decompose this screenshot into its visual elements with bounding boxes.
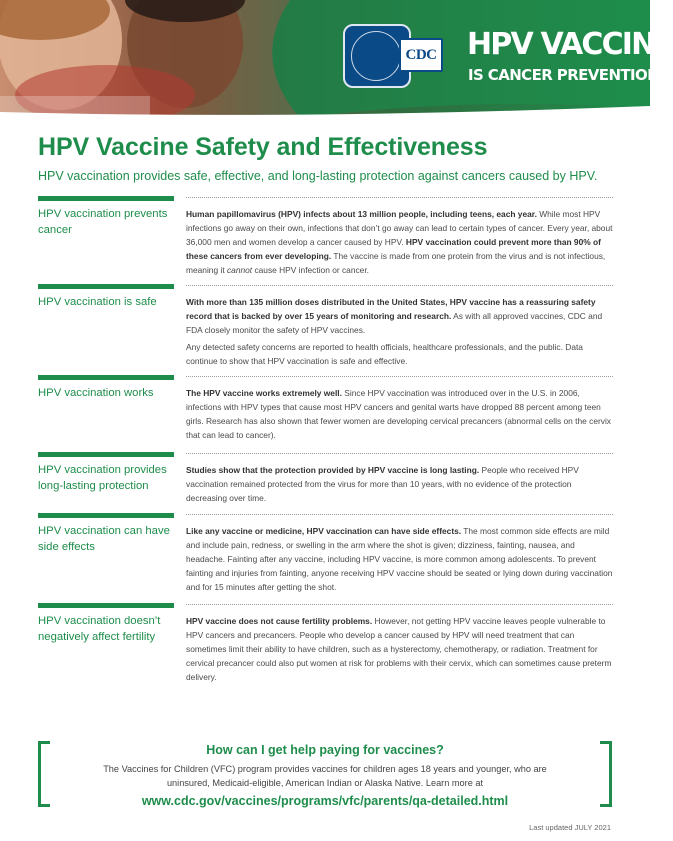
bold-text: Studies show that the protection provided by HPV vaccine is long lasting. bbox=[186, 465, 480, 475]
section-bar bbox=[38, 452, 174, 457]
page-title: HPV Vaccine Safety and Effectiveness bbox=[38, 133, 488, 161]
body-text: The most common side effects are mild and include pain, redness, or swelling in the arm where the shot is given; dizziness, fainting, nausea, and headache. Fainting after any vaccine, including HPV vaccine, is more common among adolescents. To prevent fainting and injuries from fainting, anyone receiving HPV vaccine should be seated or lying down during vaccination and for 15 minutes after getting the shot. bbox=[186, 526, 613, 592]
section-label: HPV vaccination provides long-lasting protection bbox=[38, 464, 167, 492]
body-text: However, not getting HPV vaccine leaves people vulnerable to HPV cancers and precancers. People who develop a cancer caused by HPV will need treatment that can sometimes limit their ability to have children, such as a hysterectomy, chemotherapy, or radiation. Treatment for cervical precancer could also put women at risk for problems with their cervix, which can sometimes cause preterm delivery. bbox=[186, 616, 612, 682]
section-bar bbox=[38, 603, 174, 608]
body-text: While most HPV infections go away on their own, infections that don’t go away can lead to certain types of cancer. Every year, about 36,000 men and women develop a cancer caused by HPV. bbox=[186, 209, 613, 247]
section-label-wrap bbox=[38, 513, 174, 555]
dotted-divider bbox=[186, 514, 613, 516]
section-body-wrap bbox=[186, 603, 613, 687]
section-paragraph bbox=[186, 295, 613, 337]
dotted-divider bbox=[186, 453, 613, 455]
section-label-wrap bbox=[38, 375, 174, 402]
dotted-divider bbox=[186, 604, 613, 606]
section-paragraph bbox=[186, 463, 613, 505]
body-text: cause HPV infection or cancer. bbox=[252, 265, 369, 275]
section-label: HPV vaccination doesn’t negatively affect fertility bbox=[38, 615, 161, 643]
help-text: The Vaccines for Children (VFC) program provides vaccines for children ages 18 years and younger, who are uninsured, Medicaid-eligible, American Indian or Alaska Native. Learn more at bbox=[103, 764, 547, 788]
dotted-divider bbox=[186, 197, 613, 199]
body-text: People who received HPV vaccination remained protected from the virus for more than 10 years, with no evidence of the protection decreasing over time. bbox=[186, 465, 579, 503]
section-body bbox=[186, 463, 613, 505]
section-body-wrap bbox=[186, 284, 613, 371]
banner-subtitle: IS CANCER PREVENTION bbox=[468, 66, 660, 84]
bold-text: Like any vaccine or medicine, HPV vaccination can have side effects. bbox=[186, 526, 462, 536]
vfc-link[interactable]: www.cdc.gov/vaccines/programs/vfc/parents/qa-detailed.html bbox=[141, 794, 509, 808]
section-bar bbox=[38, 196, 174, 201]
section-bar bbox=[38, 513, 174, 518]
bold-text: Human papillomavirus (HPV) infects about 13 million people, including teens, each year. bbox=[186, 209, 537, 219]
section-body-wrap bbox=[186, 375, 613, 445]
section-body bbox=[186, 386, 613, 442]
body-text: Any detected safety concerns are reported to health officials, healthcare professionals, and the public. Data continue to show that HPV vaccination is safe and effective. bbox=[186, 342, 583, 366]
banner-photo bbox=[0, 0, 650, 128]
section-bar bbox=[38, 284, 174, 289]
section-label: HPV vaccination works bbox=[38, 387, 154, 399]
section-paragraph bbox=[186, 524, 613, 594]
section-body bbox=[186, 614, 613, 684]
bold-text: HPV vaccine does not cause fertility problems. bbox=[186, 616, 373, 626]
section-label: HPV vaccination can have side effects bbox=[38, 525, 170, 553]
section-body bbox=[186, 207, 613, 277]
section-label: HPV vaccination prevents cancer bbox=[38, 208, 168, 236]
body-text: The vaccine is made from one protein from the virus and is not infectious, meaning it bbox=[186, 251, 606, 275]
bold-text: HPV vaccination could prevent more than 90% of these cancers from ever developing. bbox=[186, 237, 601, 261]
section-body bbox=[186, 524, 613, 594]
page-subtitle: HPV vaccination provides safe, effective, and long-lasting protection against cancers caused by HPV. bbox=[38, 169, 598, 183]
section-label-wrap bbox=[38, 452, 174, 494]
help-title: How can I get help paying for vaccines? bbox=[206, 743, 444, 757]
bold-text: With more than 135 million doses distributed in the United States, HPV vaccine has a reassuring safety record that is backed by over 15 years of monitoring and research. bbox=[186, 297, 596, 321]
section-body-wrap bbox=[186, 452, 613, 508]
section-label-wrap bbox=[38, 284, 174, 311]
section-paragraph bbox=[186, 340, 613, 368]
section-label: HPV vaccination is safe bbox=[38, 296, 157, 308]
section-body-wrap bbox=[186, 513, 613, 597]
section-body bbox=[186, 295, 613, 368]
italic-text: cannot bbox=[226, 265, 253, 275]
banner-title: HPV VACCINE bbox=[467, 27, 673, 62]
body-text: As with all approved vaccines, CDC and FDA closely monitor the safety of HPV vaccines. bbox=[186, 311, 603, 335]
section-paragraph bbox=[186, 207, 613, 277]
dotted-divider bbox=[186, 285, 613, 287]
section-body-wrap bbox=[186, 196, 613, 280]
dotted-divider bbox=[186, 376, 613, 378]
section-paragraph bbox=[186, 614, 613, 684]
section-bar bbox=[38, 375, 174, 380]
section-label-wrap bbox=[38, 196, 174, 238]
section-label-wrap bbox=[38, 603, 174, 645]
section-paragraph bbox=[186, 386, 613, 442]
last-updated: Last updated JULY 2021 bbox=[529, 823, 611, 832]
header-banner bbox=[0, 0, 673, 128]
bold-text: The HPV vaccine works extremely well. bbox=[186, 388, 342, 398]
cdc-logo: CDC bbox=[399, 38, 443, 72]
body-text: Since HPV vaccination was introduced over in the U.S. in 2006, infections with HPV types that cause most HPV cancers and genital warts have dropped 88 percent among teen girls. Research has also shown that fewer women are developing cervical precancers (abnormal cells on the cervix that can lead to cancer). bbox=[186, 388, 611, 440]
